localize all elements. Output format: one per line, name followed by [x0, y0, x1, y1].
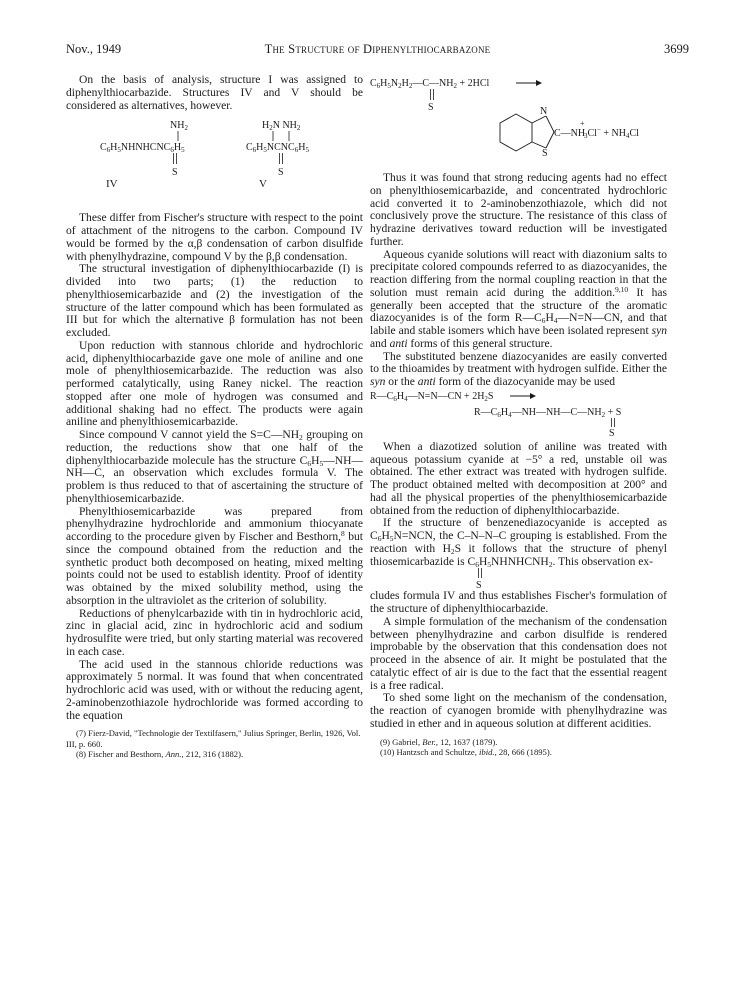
- svg-text:S: S: [542, 148, 548, 159]
- paragraph: To shed some light on the mechanism of the condensation, the reaction of cyanogen bromide with phenylhydrazine was studied in ether and in aqueous solution at different acidities.: [370, 692, 667, 730]
- paragraph: When a diazotized solution of aniline was treated with aqueous potassium cyanide at −5° a red, unstable oil was obtained. The ether extract was treated with hydrogen sulfide. The product obtained melted with decomposition at 200° and had all the physical properties of the phenylthiosemicarbazide obtained from the reduction of diphenylthiocarbazide.: [370, 440, 667, 517]
- footnote-10: (10) Hantzsch and Schultze, ibid., 28, 666 (1895).: [380, 747, 552, 757]
- footnotes-left: [66, 728, 363, 760]
- paragraph: Thus it was found that strong reducing agents had no effect on phenylthiosemicarbazide, and concentrated hydrochloric acid converted it to 2-aminobenzothiazole, which did not conclusively prove the structure. The resistance of this class of hydrazine derivatives toward reduction will be investigated further.: [370, 172, 667, 248]
- benzothiazole-equation: [370, 76, 667, 166]
- formula-label-v: V: [259, 178, 267, 191]
- header-date: Nov., 1949: [66, 42, 122, 56]
- paragraph: A simple formulation of the mechanism of the condensation between phenylhydrazine and carbon disulfide is rendered improbable by the observation that this condensation does not proceed in the absence of air. It might be postulated that the catalytic effect of air is due to the fact that the essential reagent is a free radical.: [370, 615, 667, 692]
- svg-text:S: S: [609, 427, 615, 437]
- formulas-iv-v: [66, 116, 363, 208]
- svg-text:C6H5N2H2—C—NH2 + 2HCl: $C_6H_5N_2H_2—C—NH_2 + 2HCl$: [370, 78, 490, 90]
- thioamide-equation: [370, 389, 667, 437]
- right-column: [370, 74, 667, 758]
- svg-text:C6H5NHNHCNC6H5: $C_6H_5NHNHCNC_6H_5$: [100, 142, 185, 155]
- thiosemicarbazide-s-bond: [370, 568, 667, 590]
- paragraph: These differ from Fischer's structure with respect to the point of attachment of the nitrogens to the carbon. Compound IV would be formed by the α,β condensation of carbon disulfide with phenylhydrazine, compound V by the β,β condensation.: [66, 212, 363, 263]
- footnote-9: (9) Gabriel, Ber., 12, 1637 (1879).: [380, 736, 498, 747]
- paragraph: If the structure of benzenediazocyanide is accepted as $C_6H_5N=NCN$, the C–N–N–C grouping is established. From the reaction with $H_2S$ it follows that the structure of phenyl thiosemicarbazide is $C_6H_5NHNHCNH_2$. This observation ex-: [370, 517, 667, 569]
- svg-text:R—C6H4—N=N—CN + 2H2S: $R—C_6H_4—N=N—CN + 2H_2S$: [370, 390, 494, 403]
- svg-text:N: N: [540, 106, 548, 117]
- svg-text:S: S: [476, 580, 482, 591]
- svg-text:C—NH: C—NH: [554, 128, 586, 139]
- formula-label-iv: IV: [106, 178, 118, 191]
- header-title: The Structure of Diphenylthiocarbazone: [264, 42, 491, 56]
- left-column: [66, 74, 363, 760]
- thioamide-reaction-diagram: [370, 389, 667, 437]
- svg-text:3Cl− + NH4Cl: $_3Cl^- + NH_4Cl$: [584, 126, 639, 140]
- page-number: 3699: [664, 42, 689, 56]
- paragraph: Aqueous cyanide solutions will react with diazonium salts to precipitate colored compounds referred to as diazocyanides, the reaction differing from the normal coupling reaction in that the solution must remain acid during the addition.$^{9,10}$ It has generally been accepted that the structure of the aromatic diazocyanides is of the form $R—C_6H_4—N=N—CN$, and that labile and stable isomers which have been isolated represent syn and anti forms of this general structure.: [370, 248, 667, 350]
- svg-text:C6H5NCNC6H5: $C_6H_5NCNC_6H_5$: [246, 142, 309, 155]
- paragraph: The structural investigation of diphenylthiocarbazide (I) is divided into two parts; (1) the reduction to phenylthiosemicarbazide and (2) the investigation of the structure of the latter compound which has been formulated as III but for which the alternative β formulation has not been excluded.: [66, 263, 363, 339]
- footnote-8: (8) Fischer and Besthorn, Ann., 212, 316 (1882).: [76, 749, 244, 760]
- paragraph: Upon reduction with stannous chloride and hydrochloric acid, diphenylthiocarbazide gave one mole of aniline and one mole of phenylthiosemicarbazide. The reduction was also performed catalytically, using Raney nickel. The reaction stopped after one mole of hydrogen was consumed and additional shaking had no effect. The products were again aniline and phenylthiosemicarbazide.: [66, 339, 363, 429]
- structural-formulas-iv-v: [66, 116, 363, 208]
- svg-text:S: S: [172, 167, 178, 179]
- footnotes-right: [370, 737, 667, 758]
- paragraph: Phenylthiosemicarbazide was prepared from phenylhydrazine hydrochloride and ammonium thiocyanate according to the procedure given by Fischer and Besthorn,$^8$ but since the compound obtained from the reduction and the synthetic product both decomposed on heating, mixed melting points could not be used to establish identity. Proof of identity was obtained by the mixed solubility method, using the absorption in the ultraviolet as the criterion of solubility.: [66, 505, 363, 607]
- footnote-7: (7) Fierz-David, "Technologie der Textilfasern," Julius Springer, Berlin, 1926, Vol. III, p. 660.: [66, 728, 361, 749]
- paragraph: On the basis of analysis, structure I was assigned to diphenylthiocarbazide. Structures IV and V should be considered as alternatives, however.: [66, 74, 363, 112]
- paragraph: The acid used in the stannous chloride reductions was approximately 5 normal. It was found that when concentrated hydrochloric acid was used, with or without the reducing agent, 2-aminobenzothiazole hydrochloride was formed according to the equation: [66, 658, 363, 722]
- svg-text:NH2: $NH_2$: [170, 120, 188, 133]
- svg-text:H2N NH2: $H_2N$ $NH_2$: [262, 120, 301, 133]
- running-header: [66, 42, 689, 62]
- paragraph: Reductions of phenylcarbazide with tin in hydrochloric acid, zinc in glacial acid, zinc in hydrochloric acid and sodium hydrosulfite were tried, but only starting material was recovered in each case.: [66, 607, 363, 658]
- svg-text:R—C6H4—NH—NH—C—NH2 + S: $R—C_6H_4—NH—NH—C—NH_2 + S$: [474, 406, 622, 419]
- paragraph: The substituted benzene diazocyanides are easily converted to the thioamides by treatment with hydrogen sulfide. Either the syn or the anti form of the diazocyanide may be used: [370, 350, 667, 388]
- svg-text:S: S: [428, 102, 434, 113]
- paragraph: cludes formula IV and thus establishes Fischer's formulation of the structure of diphenylthiocarbazide.: [370, 590, 667, 615]
- svg-text:+: +: [580, 119, 585, 128]
- paragraph: Since compound V cannot yield the $S=C—NH_2$ grouping on reduction, the reductions show that one half of the diphenylthiocarbazide molecule has the structure $C_6H_5—NH—NH—C$, an observation which excludes formula V. The problem is thus reduced to that of ascertaining the structure of phenylthiosemicarbazide.: [66, 429, 363, 505]
- benzothiazole-reaction-diagram: [370, 76, 667, 172]
- svg-text:S: S: [278, 167, 284, 179]
